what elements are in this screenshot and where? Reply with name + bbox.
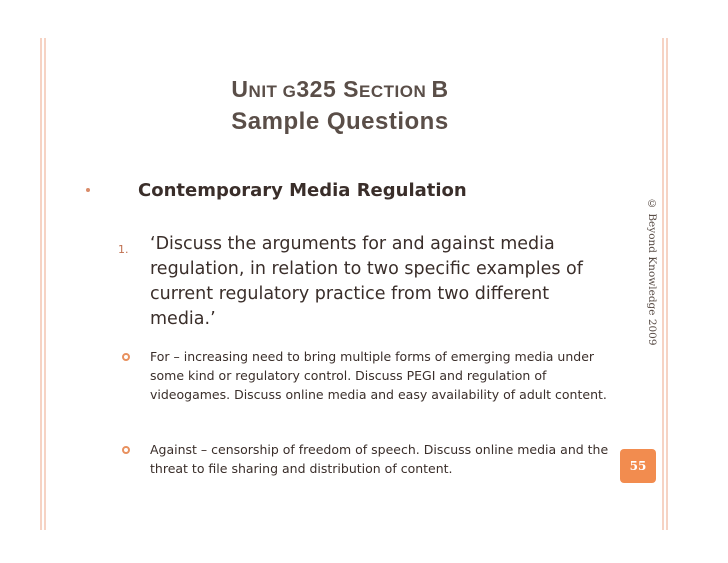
title-line-2: Sample Questions (231, 108, 449, 135)
bullet-dot-icon (86, 188, 90, 192)
left-margin-rule-inner (44, 38, 46, 530)
right-margin-rule-outer (666, 38, 668, 530)
right-margin-rule-inner (662, 38, 664, 530)
question-number: 1. (118, 243, 129, 256)
point-against: Against – censorship of freedom of speech. Discuss online media and the threat to file sharing and distribution of content. (150, 442, 609, 476)
question-text: ‘Discuss the arguments for and against media regulation, in relation to two specific examples of current regulatory practice from two different media.’ (150, 234, 583, 329)
title-line-1: UNIT G325 SECTION B (231, 76, 449, 102)
page-number-badge: 55 (620, 449, 656, 483)
point-for: For – increasing need to bring multiple forms of emerging media under some kind or regulatory control. Discuss PEGI and regulation of videogames. Discuss online media and easy availability of adult content. (150, 349, 607, 402)
left-margin-rule-outer (40, 38, 42, 530)
copyright-notice: © Beyond Knowledge 2009 (646, 198, 658, 346)
section-heading: Contemporary Media Regulation (138, 180, 467, 201)
slide-title (150, 74, 530, 137)
ring-bullet-icon (122, 446, 130, 454)
ring-bullet-icon (122, 353, 130, 361)
